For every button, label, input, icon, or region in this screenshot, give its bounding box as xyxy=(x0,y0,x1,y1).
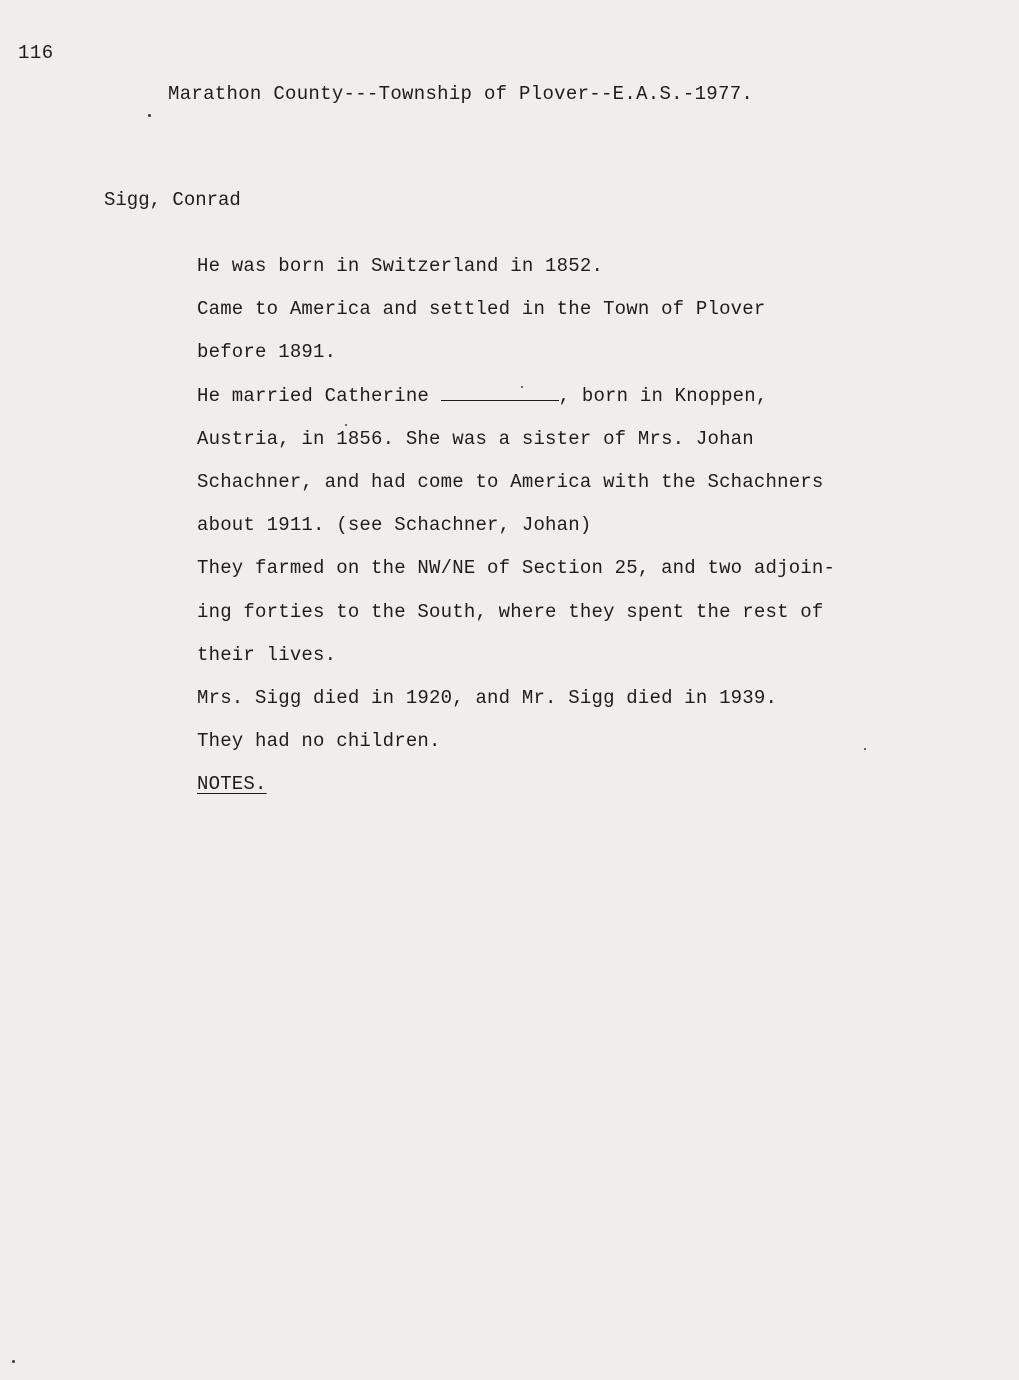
text-line: They had no children. xyxy=(197,730,441,753)
page-number: 116 xyxy=(18,42,54,64)
text-segment: , born in Knoppen, xyxy=(558,384,768,407)
ink-speck xyxy=(148,114,151,117)
ink-speck xyxy=(521,386,523,388)
text-segment: He married Catherine xyxy=(197,384,441,407)
body-text xyxy=(197,255,937,816)
text-line: about 1911. (see Schachner, Johan) xyxy=(197,514,592,537)
subject-name: Sigg, Conrad xyxy=(104,189,241,211)
text-line: their lives. xyxy=(197,643,337,666)
text-line xyxy=(197,385,937,428)
notes-heading: NOTES. xyxy=(197,773,267,796)
ink-speck xyxy=(864,748,866,750)
blank-underline xyxy=(441,386,559,401)
text-line: ing forties to the South, where they spent the rest of xyxy=(197,600,824,623)
ink-speck xyxy=(12,1360,15,1363)
text-line: They farmed on the NW/NE of Section 25, and two adjoin- xyxy=(197,557,836,580)
text-line: He was born in Switzerland in 1852. xyxy=(197,255,604,277)
text-line: Schachner, and had come to America with the Schachners xyxy=(197,470,824,493)
text-line: Mrs. Sigg died in 1920, and Mr. Sigg died in 1939. xyxy=(197,686,778,709)
text-line: Austria, in 1856. She was a sister of Mrs. Johan xyxy=(197,427,754,450)
text-line: before 1891. xyxy=(197,341,337,364)
ink-speck xyxy=(345,424,347,426)
text-line: Came to America and settled in the Town of Plover xyxy=(197,298,766,321)
document-header: Marathon County---Township of Plover--E.A.S.-1977. xyxy=(168,83,754,105)
